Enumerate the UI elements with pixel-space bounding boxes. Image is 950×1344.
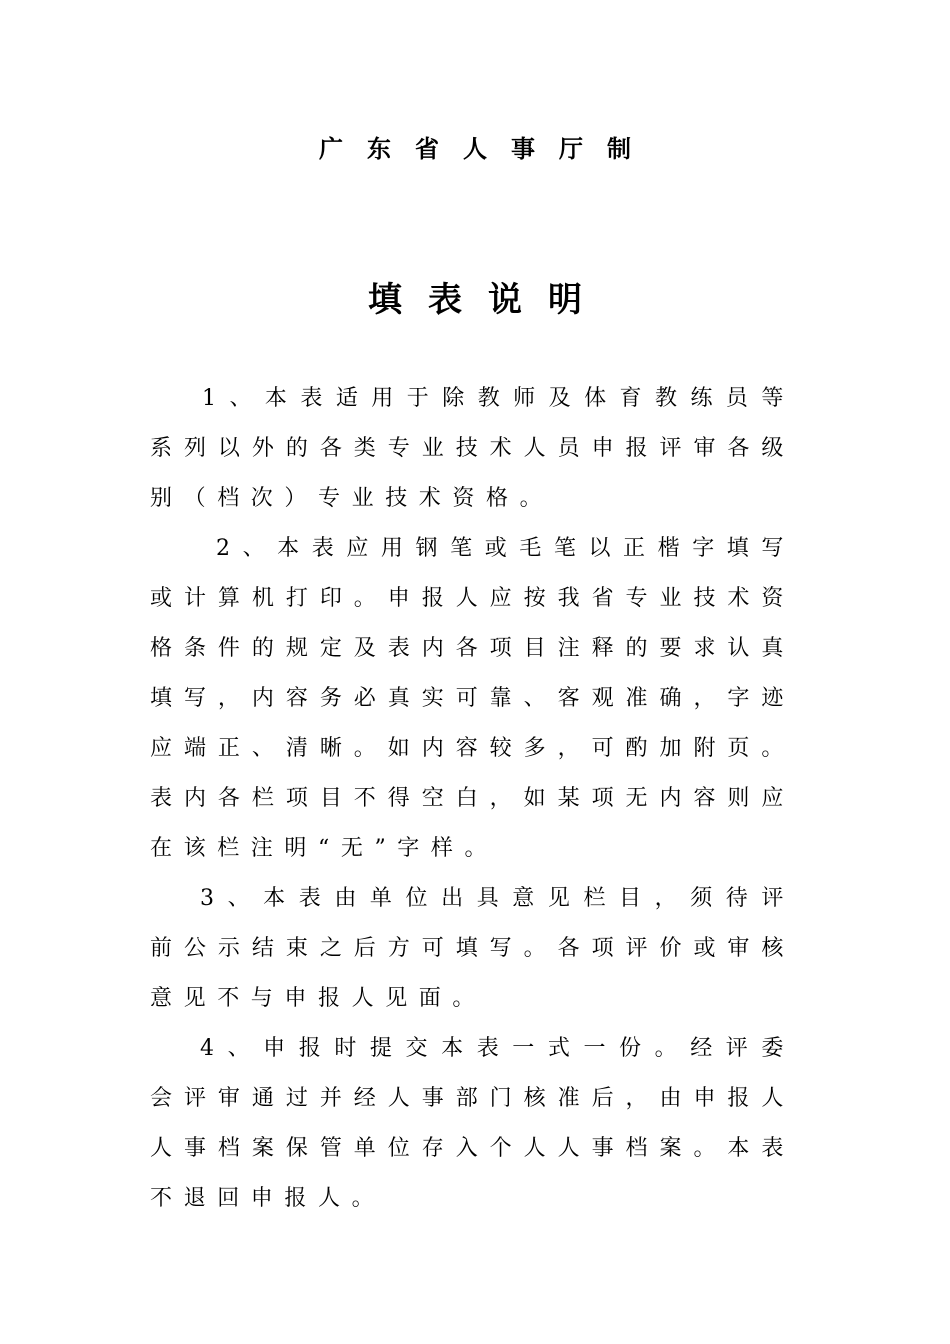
issuer-line: 广东省人事厅制 [319, 134, 655, 163]
instruction-item-1: 1、本表适用于除教师及体育教练员等系列以外的各类专业技术人员申报评审各级别（档次）专业技术资格。 [150, 386, 795, 511]
instruction-item-3: 3、本表由单位出具意见栏目，须待评前公示结束之后方可填写。各项评价或审核意见不与申报人见面。 [150, 886, 795, 1011]
instruction-item-4: 4、申报时提交本表一式一份。经评委会评审通过并经人事部门核准后，由申报人人事档案保管单位存入个人人事档案。本表不退回申报人。 [150, 1036, 795, 1211]
page-title: 填表说明 [368, 280, 608, 320]
instructions-body [150, 374, 795, 1224]
instruction-item-2: 2、本表应用钢笔或毛笔以正楷字填写或计算机打印。申报人应按我省专业技术资格条件的规定及表内各项目注释的要求认真填写，内容务必真实可靠、客观准确，字迹应端正、清晰。如内容较多，可酌加附页。表内各栏项目不得空白，如某项无内容则应在该栏注明“无”字样。 [150, 536, 795, 861]
